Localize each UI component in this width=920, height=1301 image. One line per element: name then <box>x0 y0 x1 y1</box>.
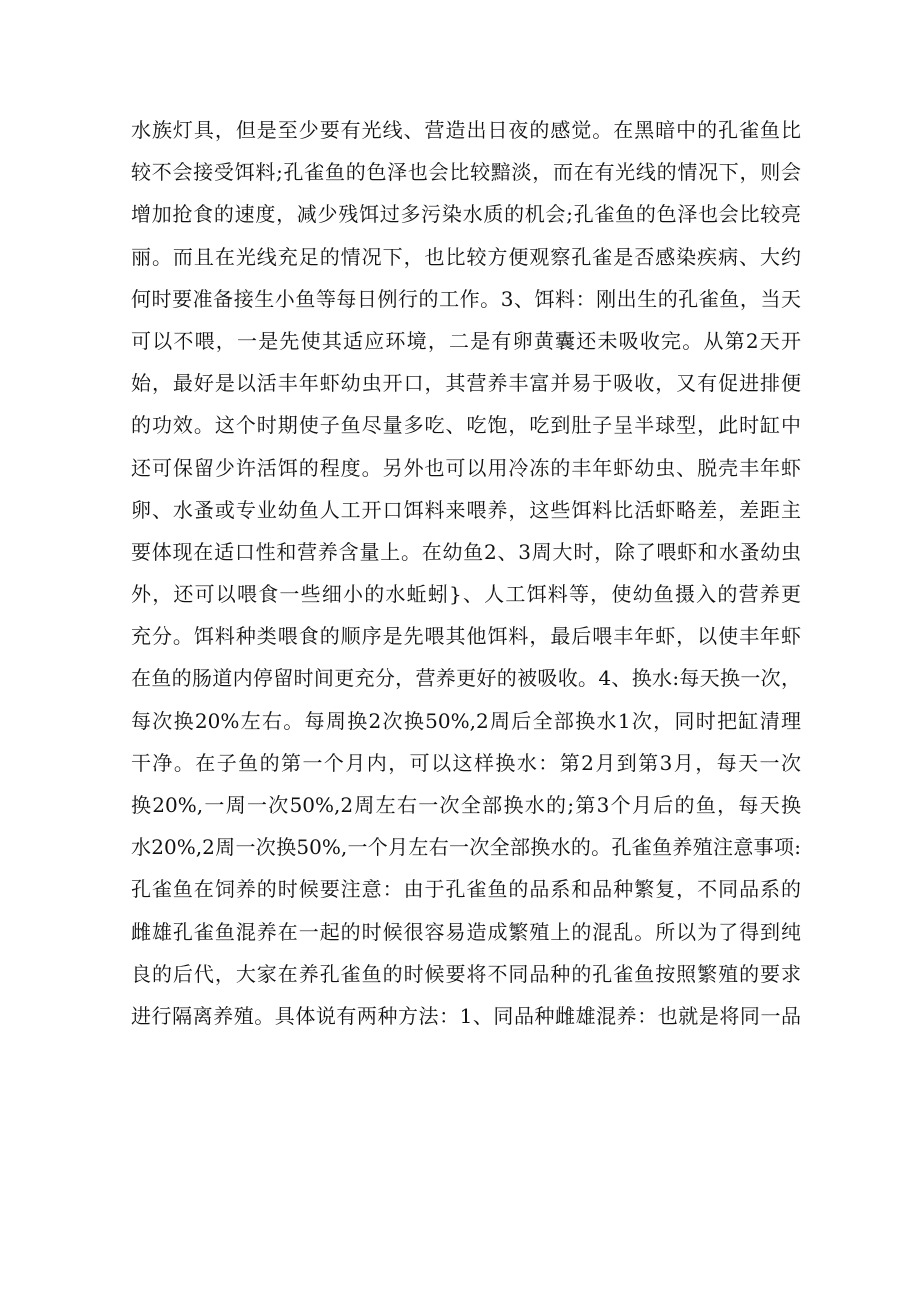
text-line: 卵、水蚤或专业幼鱼人工开口饵料来喂养，这些饵料比活虾略差，差距主 <box>131 497 801 522</box>
text-line: 何时要准备接生小鱼等每日例行的工作。3、饵料：刚出生的孔雀鱼，当天 <box>131 286 801 311</box>
text-line: 水20%,2周一次换50%,一个月左右一次全部换水的。孔雀鱼养殖注意事项: <box>131 835 801 860</box>
text-line: 的功效。这个时期使子鱼尽量多吃、吃饱，吃到肚子呈半球型，此时缸中 <box>131 413 801 438</box>
text-line: 水族灯具，但是至少要有光线、营造出日夜的感觉。在黑暗中的孔雀鱼比 <box>131 118 801 142</box>
text-line: 孔雀鱼在饲养的时候要注意：由于孔雀鱼的品系和品种繁复，不同品系的 <box>131 877 801 902</box>
text-line: 雌雄孔雀鱼混养在一起的时候很容易造成繁殖上的混乱。所以为了得到纯 <box>131 919 801 944</box>
text-line: 始，最好是以活丰年虾幼虫开口，其营养丰富并易于吸收，又有促进排便 <box>131 371 801 396</box>
text-line: 每次换20%左右。每周换2次换50%,2周后全部换水1次，同时把缸清理 <box>131 708 801 733</box>
text-line: 还可保留少许活饵的程度。另外也可以用冷冻的丰年虾幼虫、脱壳丰年虾 <box>131 455 801 480</box>
text-line: 进行隔离养殖。具体说有两种方法：1、同品种雌雄混养：也就是将同一品 <box>131 1003 801 1028</box>
text-line: 换20%,一周一次50%,2周左右一次全部换水的;第3个月后的鱼，每天换 <box>131 793 801 817</box>
text-line: 丽。而且在光线充足的情况下，也比较方便观察孔雀是否感染疾病、大约 <box>131 244 801 269</box>
text-line: 良的后代，大家在养孔雀鱼的时候要将不同品种的孔雀鱼按照繁殖的要求 <box>131 961 801 986</box>
body-paragraph <box>131 109 801 1037</box>
text-line: 较不会接受饵料;孔雀鱼的色泽也会比较黯淡，而在有光线的情况下，则会 <box>131 160 801 185</box>
text-line: 要体现在适口性和营养含量上。在幼鱼2、3周大时，除了喂虾和水蚤幼虫 <box>131 539 801 564</box>
text-line: 充分。饵料种类喂食的顺序是先喂其他饵料，最后喂丰年虾，以使丰年虾 <box>131 624 801 649</box>
text-line: 可以不喂，一是先使其适应环境，二是有卵黄囊还未吸收完。从第2天开 <box>131 328 801 353</box>
text-line: 外，还可以喂食一些细小的水蚯蚓}、人工饵料等，使幼鱼摄入的营养更 <box>131 582 801 607</box>
text-line: 干净。在子鱼的第一个月内，可以这样换水：第2月到第3月，每天一次 <box>131 750 801 775</box>
text-line: 增加抢食的速度，减少残饵过多污染水质的机会;孔雀鱼的色泽也会比较亮 <box>131 202 801 227</box>
text-line: 在鱼的肠道内停留时间更充分，营养更好的被吸收。4、换水:每天换一次， <box>131 666 801 691</box>
